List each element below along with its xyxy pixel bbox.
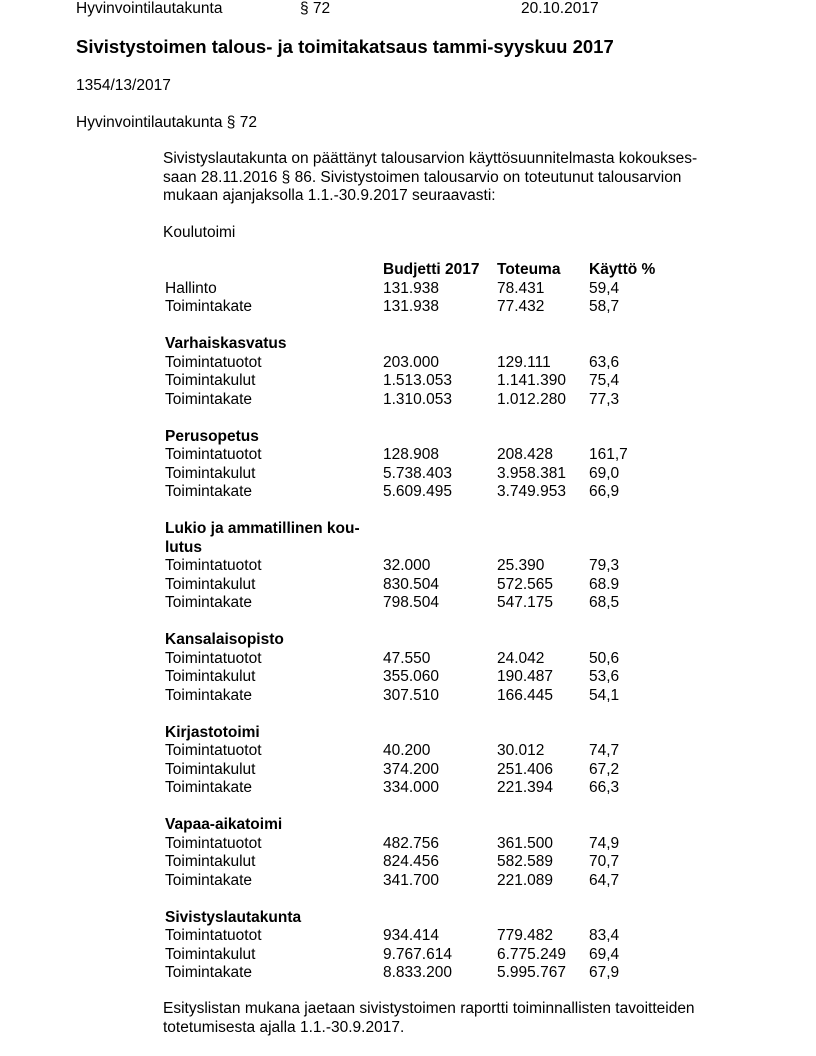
section-title-sivistyslautakunta: Sivistyslautakunta (165, 908, 302, 926)
table-row (165, 927, 685, 946)
financial-table (165, 261, 685, 983)
table-row (165, 298, 685, 317)
row-budget: 355.060 (383, 668, 440, 685)
row-budget: 824.456 (383, 853, 440, 870)
table-header-row (165, 261, 685, 280)
row-label: Toimintakate (165, 686, 253, 704)
row-budget: 5.738.403 (383, 464, 452, 482)
row-budget: 131.938 (383, 298, 440, 315)
row-actual: 3.749.953 (497, 483, 566, 500)
row-usage: 69,4 (589, 945, 620, 963)
row-label: Toimintakate (165, 298, 253, 315)
section-title-lukio (165, 520, 375, 557)
document-title: Sivistystoimen talous- ja toimitakatsaus tammi-syyskuu 2017 (76, 36, 614, 57)
table-row (165, 465, 685, 484)
column-header-actual: Toteuma (497, 261, 561, 278)
row-usage: 59,4 (589, 279, 620, 297)
row-usage: 53,6 (589, 668, 620, 685)
row-budget: 374.200 (383, 760, 440, 778)
row-usage: 69,0 (589, 464, 620, 482)
table-row (165, 761, 685, 780)
row-budget: 9.767.614 (383, 945, 452, 963)
row-actual: 78.431 (497, 279, 545, 297)
row-budget: 40.200 (383, 742, 431, 759)
row-actual: 251.406 (497, 760, 554, 778)
row-label: Toimintakate (165, 779, 253, 796)
row-label: Toimintakate (165, 871, 253, 889)
section-spacer (165, 502, 685, 521)
row-usage: 66,9 (589, 483, 620, 500)
row-actual: 582.589 (497, 853, 554, 870)
row-label: Toimintakulut (165, 372, 256, 389)
row-usage: 83,4 (589, 927, 620, 944)
row-actual: 5.995.767 (497, 964, 566, 981)
section-spacer (165, 409, 685, 428)
row-label: Toimintatuotot (165, 446, 262, 463)
row-usage: 67,9 (589, 964, 620, 981)
row-usage: 64,7 (589, 871, 620, 889)
table-row (165, 576, 685, 595)
subheading-koulutoimi: Koulutoimi (163, 224, 236, 241)
section-title-kansalaisopisto: Kansalaisopisto (165, 631, 284, 648)
row-usage: 79,3 (589, 557, 620, 574)
closing-line: totetumisesta ajalla 1.1.-30.9.2017. (163, 1018, 405, 1036)
row-label: Hallinto (165, 279, 217, 297)
section-spacer (165, 705, 685, 724)
row-actual: 3.958.381 (497, 464, 566, 482)
committee-reference: Hyvinvointilautakunta § 72 (76, 114, 257, 131)
row-label: Toimintatuotot (165, 353, 262, 371)
row-label: Toimintatuotot (165, 557, 262, 574)
row-budget: 307.510 (383, 686, 440, 704)
row-label: Toimintakate (165, 964, 253, 981)
row-label: Toimintakulut (165, 668, 256, 685)
row-label: Toimintakulut (165, 853, 256, 870)
row-actual: 361.500 (497, 834, 554, 852)
row-usage: 74,9 (589, 834, 620, 852)
row-usage: 63,6 (589, 353, 620, 371)
header-date: 20.10.2017 (521, 0, 599, 17)
row-usage: 66,3 (589, 779, 620, 796)
table-row (165, 446, 685, 465)
row-budget: 334.000 (383, 779, 440, 796)
table-row (165, 872, 685, 891)
row-actual: 779.482 (497, 927, 554, 944)
table-row (165, 964, 685, 983)
row-actual: 221.394 (497, 779, 554, 796)
row-usage: 50,6 (589, 649, 620, 667)
row-budget: 830.504 (383, 575, 440, 593)
row-label: Toimintakulut (165, 464, 256, 482)
table-row (165, 372, 685, 391)
row-budget: 8.833.200 (383, 964, 452, 981)
table-row (165, 557, 685, 576)
closing-paragraph (163, 1000, 723, 1037)
section-title-perusopetus: Perusopetus (165, 427, 259, 445)
table-row (165, 853, 685, 872)
header-section: § 72 (300, 0, 331, 17)
section-title-line: Lukio ja ammatillinen kou- (165, 520, 360, 537)
table-row (165, 354, 685, 373)
row-actual: 1.012.280 (497, 390, 566, 408)
column-header-usage: Käyttö % (589, 261, 656, 278)
table-row (165, 391, 685, 410)
row-label: Toimintakulut (165, 760, 256, 778)
section-title-line: lutus (165, 538, 203, 556)
row-usage: 77,3 (589, 390, 620, 408)
row-budget: 482.756 (383, 834, 440, 852)
row-label: Toimintakate (165, 594, 253, 611)
row-budget: 131.938 (383, 279, 440, 297)
row-usage: 75,4 (589, 372, 620, 389)
row-actual: 129.111 (497, 353, 551, 371)
row-budget: 47.550 (383, 649, 431, 667)
table-row (165, 946, 685, 965)
row-usage: 54,1 (589, 686, 620, 704)
intro-line: mukaan ajanjaksolla 1.1.-30.9.2017 seuraavasti: (163, 187, 496, 204)
table-row (165, 742, 685, 761)
row-usage: 67,2 (589, 760, 620, 778)
row-usage: 58,7 (589, 298, 620, 315)
row-label: Toimintatuotot (165, 742, 262, 759)
row-budget: 203.000 (383, 353, 440, 371)
row-budget: 1.513.053 (383, 372, 452, 389)
row-budget: 798.504 (383, 594, 440, 611)
section-spacer (165, 798, 685, 817)
row-actual: 30.012 (497, 742, 545, 759)
table-row (165, 835, 685, 854)
table-row (165, 668, 685, 687)
section-spacer (165, 317, 685, 336)
table-row (165, 779, 685, 798)
table-row (165, 280, 685, 299)
section-spacer (165, 613, 685, 632)
row-budget: 934.414 (383, 927, 440, 944)
row-actual: 221.089 (497, 871, 554, 889)
row-budget: 1.310.053 (383, 390, 452, 408)
row-budget: 341.700 (383, 871, 440, 889)
row-budget: 5.609.495 (383, 483, 452, 500)
row-label: Toimintatuotot (165, 649, 262, 667)
row-usage: 74,7 (589, 742, 620, 759)
intro-line: saan 28.11.2016 § 86. Sivistystoimen talousarvio on toteutunut talousarvion (163, 168, 682, 186)
row-budget: 32.000 (383, 557, 431, 574)
row-label: Toimintatuotot (165, 927, 262, 944)
row-usage: 68.9 (589, 575, 620, 593)
row-actual: 1.141.390 (497, 372, 566, 389)
row-usage: 70,7 (589, 853, 620, 870)
section-title-kirjastotoimi: Kirjastotoimi (165, 723, 260, 741)
column-header-budget: Budjetti 2017 (383, 261, 480, 278)
row-actual: 77.432 (497, 298, 545, 315)
section-title-varhaiskasvatus: Varhaiskasvatus (165, 335, 287, 352)
intro-line: Sivistyslautakunta on päättänyt talousarvion käyttösuunnitelmasta kokoukses- (163, 150, 698, 167)
table-row (165, 594, 685, 613)
table-row (165, 483, 685, 502)
section-spacer (165, 890, 685, 909)
row-label: Toimintatuotot (165, 834, 262, 852)
row-label: Toimintakate (165, 390, 253, 408)
row-actual: 24.042 (497, 649, 545, 667)
row-actual: 25.390 (497, 557, 545, 574)
row-actual: 208.428 (497, 446, 554, 463)
row-usage: 161,7 (589, 446, 628, 463)
row-budget: 128.908 (383, 446, 440, 463)
row-actual: 572.565 (497, 575, 554, 593)
row-label: Toimintakulut (165, 945, 256, 963)
section-title-vapaa-aikatoimi: Vapaa-aikatoimi (165, 816, 283, 833)
row-actual: 547.175 (497, 594, 554, 611)
row-usage: 68,5 (589, 594, 620, 611)
table-row (165, 687, 685, 706)
table-row (165, 650, 685, 669)
row-label: Toimintakate (165, 483, 253, 500)
header-committee: Hyvinvointilautakunta (76, 0, 223, 17)
row-actual: 166.445 (497, 686, 554, 704)
row-actual: 6.775.249 (497, 945, 566, 963)
row-label: Toimintakulut (165, 575, 256, 593)
intro-paragraph (163, 150, 723, 206)
closing-line: Esityslistan mukana jaetaan sivistystoimen raportti toiminnallisten tavoitteiden (163, 1000, 695, 1017)
row-actual: 190.487 (497, 668, 554, 685)
case-number: 1354/13/2017 (76, 77, 171, 94)
